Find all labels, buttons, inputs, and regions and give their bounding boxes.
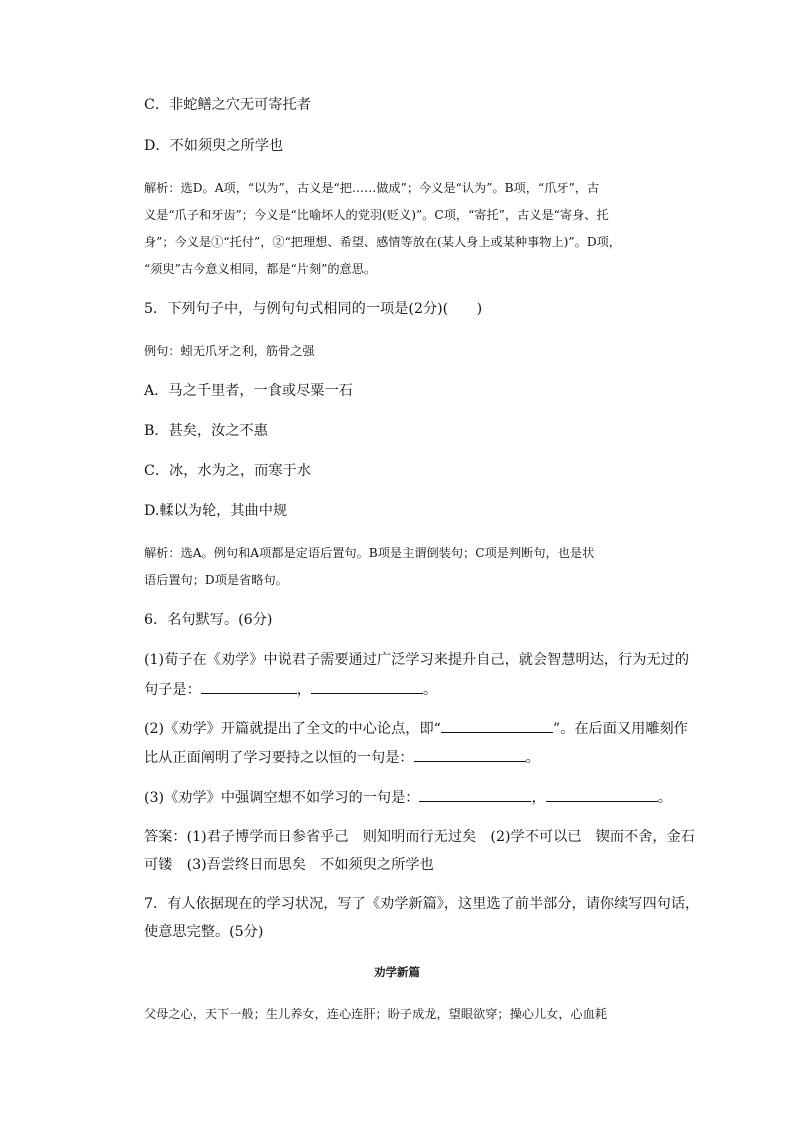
question-6-1-line-1: (1)荀子在《劝学》中说君子需要通过广泛学习来提升自己，就会智慧明达，行为无过的 (144, 652, 690, 668)
question-6: 6．名句默写。(6分) (144, 612, 273, 628)
analysis-4-line-4: “须臾”古今意义相同，都是“片刻”的意思。 (144, 262, 377, 276)
question-6-2-line-2: 比从正面阐明了学习要持之以恒的一句是： 。 (144, 747, 540, 768)
question-5-option-d: D.輮以为轮，其曲中规 (144, 503, 288, 519)
question-6-1-line-2: 句子是： ， 。 (144, 679, 437, 700)
answer-blank-2[interactable] (311, 679, 423, 694)
question-5-option-c: C．冰，水为之，而寒于水 (144, 463, 311, 479)
poem-line-1: 父母之心，天下一般；生儿养女，连心连肝；盼子成龙，望眼欲穿；操心儿女，心血耗 (144, 1007, 608, 1021)
question-5-option-b: B．甚矣，汝之不惠 (144, 423, 268, 439)
answer-blank-4[interactable] (414, 747, 526, 762)
question-7-line-2: 使意思完整。(5分) (144, 924, 264, 940)
option-c: C．非蛇鳝之穴无可寄托者 (144, 97, 311, 113)
analysis-5-line-1: 解析：选A。例句和A项都是定语后置句。B项是主谓倒装句；C项是判断句，也是状 (144, 546, 595, 560)
analysis-5-line-2: 语后置句；D项是省略句。 (144, 573, 288, 587)
answer-6-line-2: 可镂 (3)吾尝终日而思矣 不如须臾之所学也 (144, 857, 434, 873)
question-7-line-1: 7．有人依据现在的学习状况，写了《劝学新篇》，这里选了前半部分，请你续写四句话， (144, 896, 700, 912)
question-5-option-a: A．马之千里者，一食或尽粟一石 (144, 383, 353, 399)
poem-title: 劝学新篇 (374, 965, 420, 979)
question-5-example: 例句：蚓无爪牙之利，筋骨之强 (144, 344, 315, 358)
question-6-2-line-1: (2)《劝学》开篇就提出了全文的中心论点，即“ ”。在后面又用雕刻作 (144, 718, 688, 739)
question-6-3: (3)《劝学》中强调空想不如学习的一句是： ， 。 (144, 787, 672, 808)
option-d: D．不如须臾之所学也 (144, 138, 284, 154)
answer-blank-5[interactable] (419, 787, 531, 802)
answer-blank-3[interactable] (441, 718, 553, 733)
answer-blank-6[interactable] (546, 787, 658, 802)
question-5: 5．下列句子中，与例句句式相同的一项是(2分)( ) (144, 301, 483, 317)
analysis-4-line-3: 身”；今义是①“托付”，②“把理想、希望、感情等放在(某人身上或某种事物上)”。D项， (144, 235, 621, 249)
analysis-4-line-2: 义是“爪子和牙齿”；今义是“比喻坏人的党羽(贬义)”。C项，“寄托”，古义是“寄身、托 (144, 208, 609, 222)
answer-blank-1[interactable] (201, 679, 297, 694)
answer-6-line-1: 答案：(1)君子博学而日参省乎己 则知明而行无过矣 (2)学不可以已 锲而不舍，金石 (144, 829, 695, 845)
analysis-4-line-1: 解析：选D。A项，“以为”，古义是“把……做成”；今义是“认为”。B项，“爪牙”，古 (144, 181, 600, 195)
